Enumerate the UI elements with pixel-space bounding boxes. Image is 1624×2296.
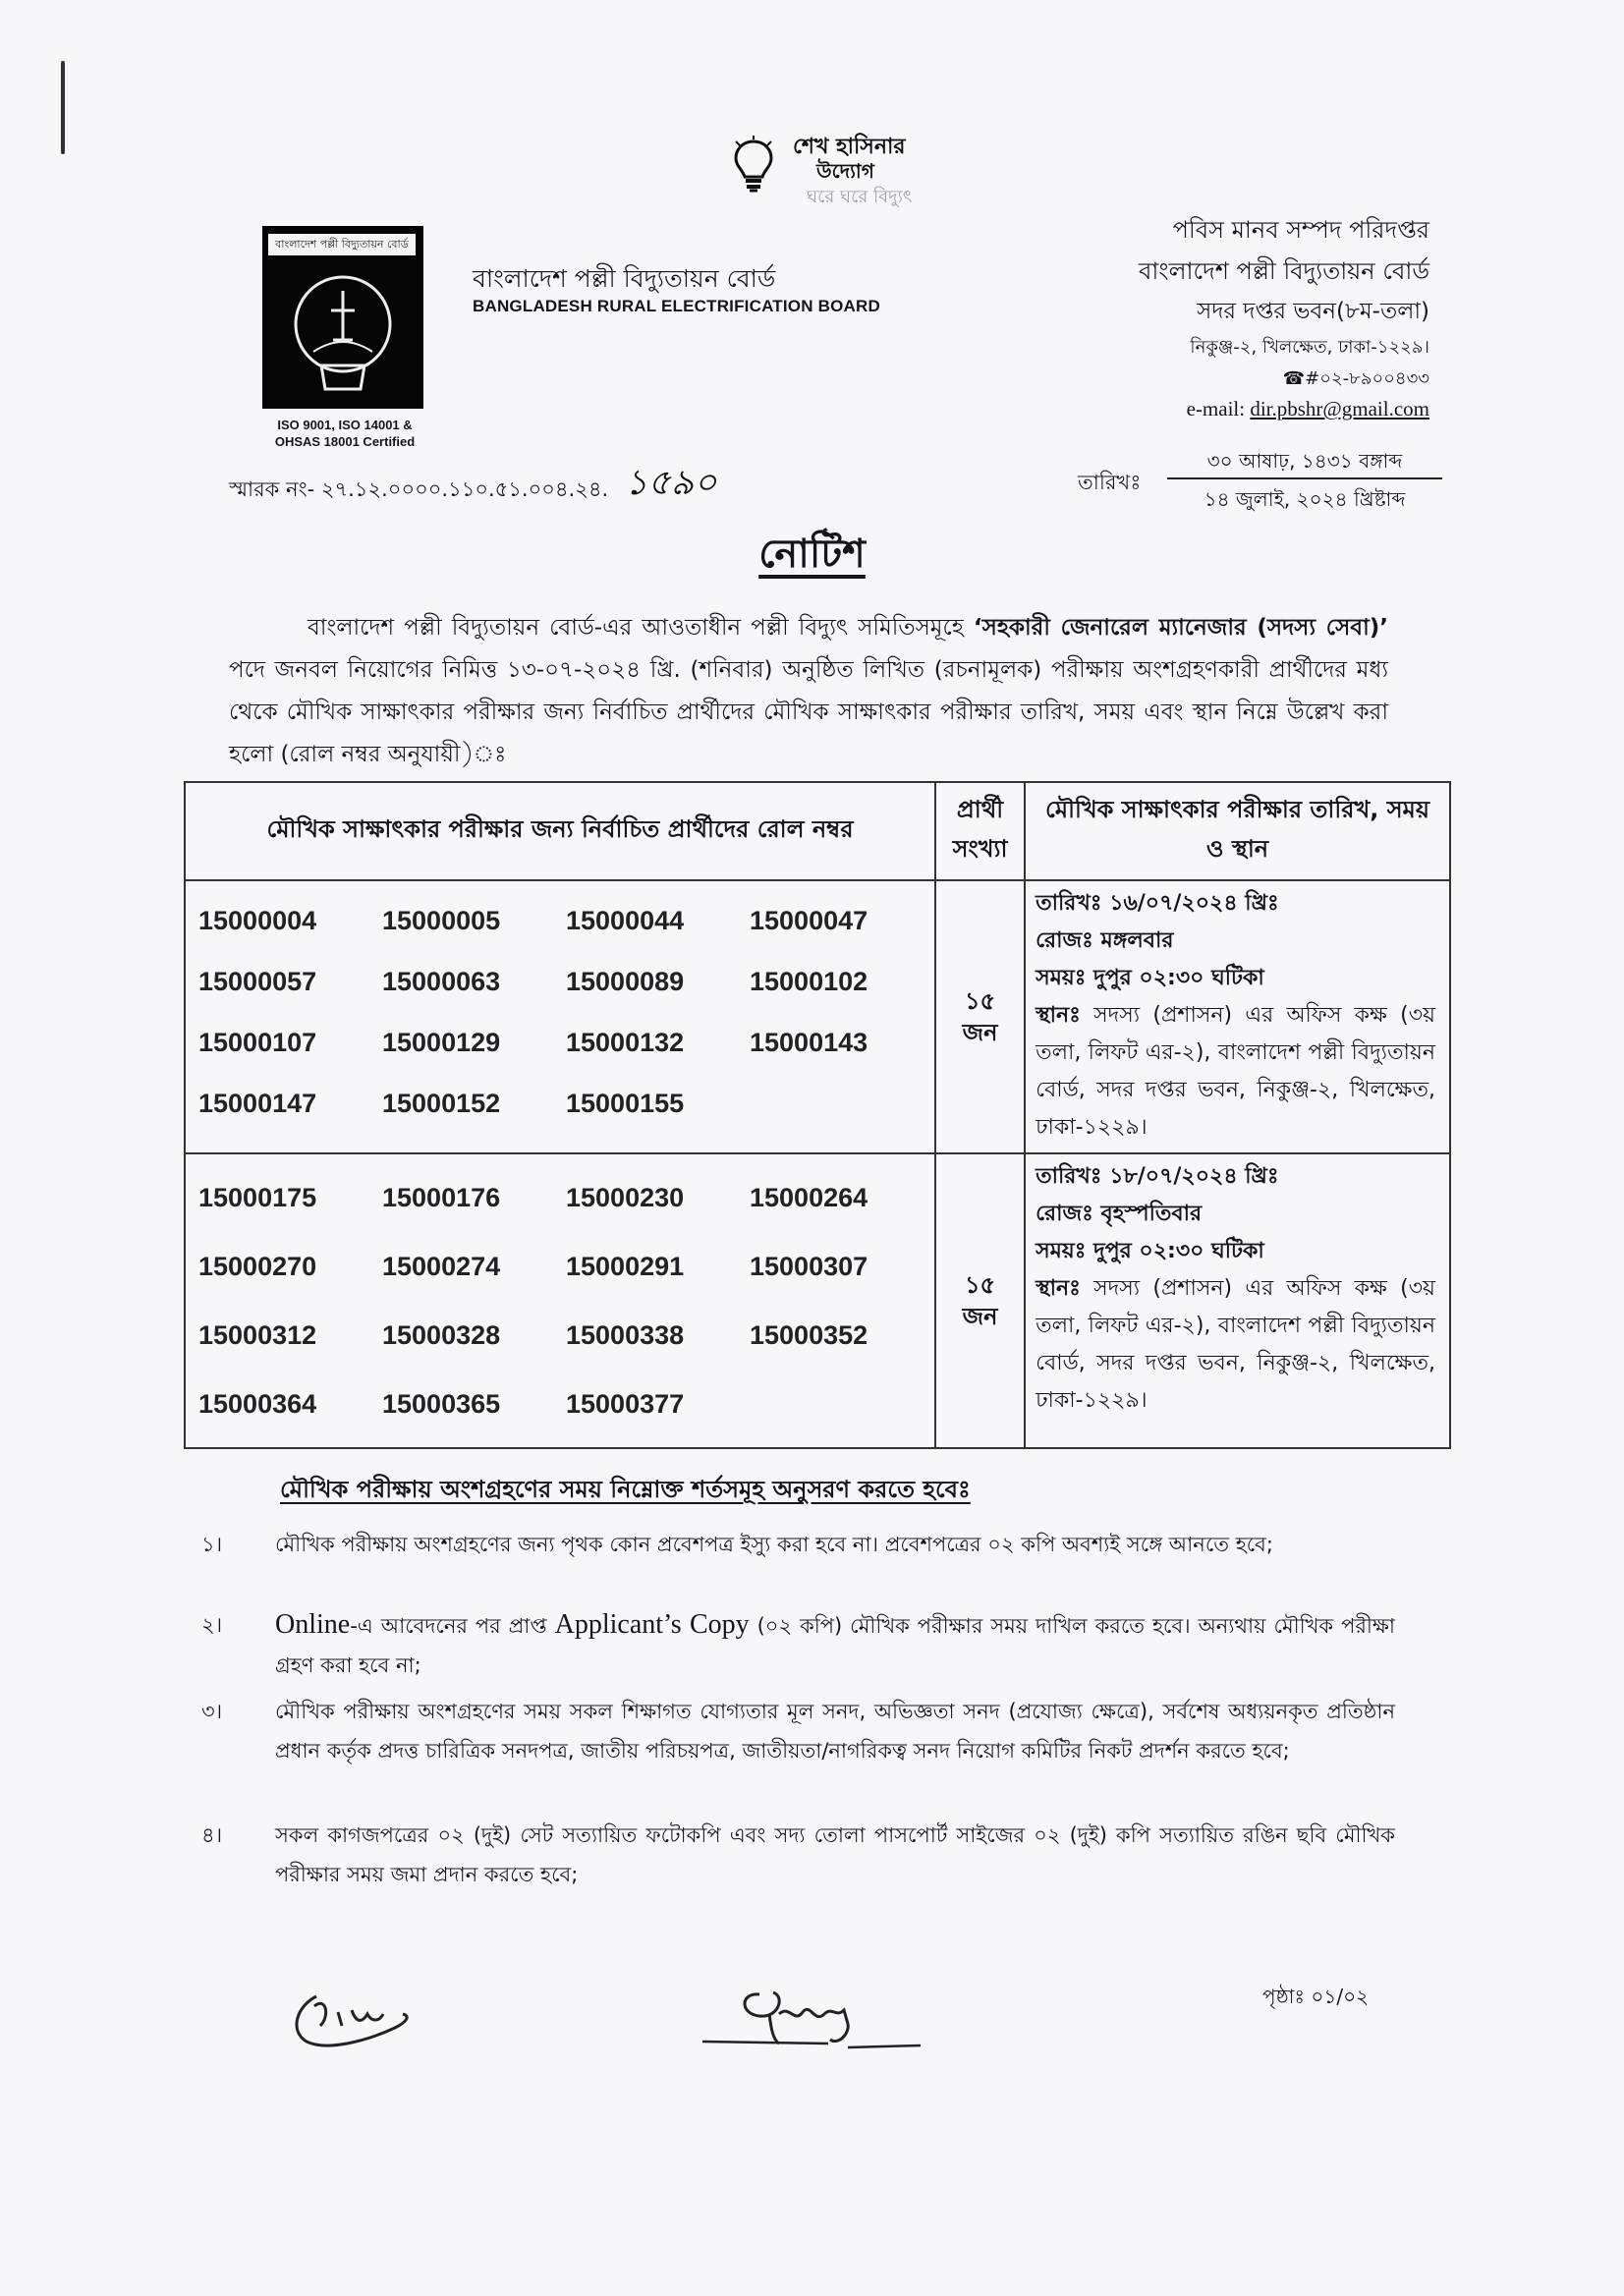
condition-text-b: (০২ কপি) মৌখিক পরীক্ষার সময় দাখিল করতে হবে। অন্যথায় মৌখিক পরীক্ষা গ্রহণ করা হবে না; xyxy=(275,1614,1395,1677)
address-line-3: সদর দপ্তর ভবন(৮ম-তলা) xyxy=(1197,299,1429,324)
roll-number: 15000274 xyxy=(382,1252,501,1281)
date-label: তারিখঃ xyxy=(1078,471,1142,494)
address-line-2: বাংলাদেশ পল্লী বিদ্যুতায়ন বোর্ড xyxy=(1138,257,1429,285)
page-number: পৃষ্ঠাঃ ০১/০২ xyxy=(1262,1985,1370,2008)
address-line-1: পবিস মানব সম্পদ পরিদপ্তর xyxy=(1172,216,1429,244)
roll-number: 15000312 xyxy=(198,1320,317,1350)
memo-label: স্মারক নং- ২৭.১২.০০০০.১১০.৫১.০০৪.২৪. xyxy=(229,477,609,501)
roll-number: 15000063 xyxy=(382,967,501,996)
condition-text: মৌখিক পরীক্ষায় অংশগ্রহণের জন্য পৃথক কোন প্রবেশপত্র ইস্যু করা হবে না। প্রবেশপত্রের ০২ কপি অবশ্যই সঙ্গে আনতে হবে; xyxy=(275,1533,1273,1556)
email-label: e-mail: xyxy=(1186,397,1251,420)
count-unit: জন xyxy=(962,1303,998,1330)
condition-item-4 xyxy=(201,1816,1395,1894)
org-name-english: BANGLADESH RURAL ELECTRIFICATION BOARD xyxy=(473,297,880,315)
roll-number: 15000102 xyxy=(750,967,868,996)
condition-number: ২। xyxy=(201,1613,223,1637)
light-bulb-icon xyxy=(732,136,775,195)
memo-number-handwritten: ১৫৯০ xyxy=(625,463,717,503)
time-value-b2: দুপুর ০২:৩০ ঘটিকা xyxy=(1086,1239,1264,1263)
place-label-b2: স্থানঃ xyxy=(1036,1276,1081,1301)
schedule-batch-2 xyxy=(1025,1153,1450,1448)
date-value-b1: ১৬/০৭/২০২৪ খ্রিঃ xyxy=(1101,891,1279,916)
roll-number: 15000143 xyxy=(750,1028,868,1057)
condition-item-1 xyxy=(201,1525,1395,1564)
roll-number: 15000291 xyxy=(566,1252,685,1281)
header-roll-numbers: মৌখিক সাক্ষাৎকার পরীক্ষার জন্য নির্বাচিত প্রার্থীদের রোল নম্বর xyxy=(185,782,935,880)
intro-post-name: ‘সহকারী জেনারেল ম্যানেজার (সদস্য সেবা)’ xyxy=(973,615,1389,641)
signature-1 xyxy=(287,1977,415,2055)
day-label-b2: রোজঃ xyxy=(1036,1202,1093,1226)
roll-number: 15000155 xyxy=(566,1089,685,1118)
condition-text-a: -এ আবেদনের পর প্রাপ্ত xyxy=(350,1614,555,1638)
applicant-copy-word: Applicant’s Copy xyxy=(554,1609,750,1640)
table-row-batch-2 xyxy=(185,1153,1450,1448)
count-batch-2 xyxy=(935,1153,1025,1448)
place-value-b2: সদস্য (প্রশাসন) এর অফিস কক্ষ (৩য় তলা, লিফট এর-২), বাংলাদেশ পল্লী বিদ্যুতায়ন বোর্ড, সদর দপ্তর ভবন, নিকুঞ্জ-২, খিলক্ষেত, ঢাকা-১২২৯। xyxy=(1036,1276,1435,1413)
condition-text xyxy=(275,1605,1395,1685)
date-value-b2: ১৮/০৭/২০২৪ খ্রিঃ xyxy=(1101,1164,1279,1189)
campaign-line-3: ঘরে ঘরে বিদ্যুৎ xyxy=(807,187,913,207)
date-label-b1: তারিখঃ xyxy=(1036,891,1102,916)
header-schedule: মৌখিক সাক্ষাৎকার পরীক্ষার তারিখ, সময় ও স্থান xyxy=(1025,782,1450,880)
condition-item-2 xyxy=(201,1605,1395,1685)
table-header-row xyxy=(185,782,1450,880)
intro-paragraph xyxy=(229,607,1388,776)
condition-number: ৩। xyxy=(201,1700,223,1723)
roll-number: 15000129 xyxy=(382,1028,501,1057)
email-line xyxy=(1187,397,1429,421)
schedule-batch-1 xyxy=(1025,880,1450,1153)
iso-certification xyxy=(252,417,438,450)
roll-number: 15000264 xyxy=(750,1183,868,1212)
roll-number: 15000047 xyxy=(750,906,868,935)
conditions-title: মৌখিক পরীক্ষায় অংশগ্রহণের সময় নিম্নোক্ত শর্তসমূহ অনুসরণ করতে হবেঃ xyxy=(280,1476,971,1503)
roll-number: 15000004 xyxy=(198,906,317,935)
condition-number: ৪। xyxy=(201,1823,223,1847)
roll-number: 15000352 xyxy=(750,1320,868,1350)
condition-item-3 xyxy=(201,1692,1395,1770)
roll-number: 15000230 xyxy=(566,1183,685,1212)
count-batch-1 xyxy=(935,880,1025,1153)
roll-number: 15000107 xyxy=(198,1028,317,1057)
signature-2 xyxy=(700,1975,936,2063)
address-line-4: নিকুঞ্জ-২, খিলক্ষেত, ঢাকা-১২২৯। xyxy=(1190,337,1429,358)
scan-mark xyxy=(61,61,65,154)
date-divider xyxy=(1167,477,1442,479)
roll-number: 15000057 xyxy=(198,967,317,996)
roll-grid-batch-2 xyxy=(187,1155,933,1446)
time-label-b1: সময়ঃ xyxy=(1036,966,1087,990)
condition-text: মৌখিক পরীক্ষায় অংশগ্রহণের সময় সকল শিক্ষাগত যোগ্যতার মূল সনদ, অভিজ্ঞতা সনদ (প্রযোজ্য ক্ষেত্রে), সর্বশেষ অধ্যয়নকৃত প্রতিষ্ঠান প্রধান কর্তৃক প্রদত্ত চারিত্রিক সনদপত্র, জাতীয় পরিচয়পত্র, জাতীয়তা/নাগরিকত্ব সনদ নিয়োগ কমিটির নিকট প্রদর্শন করতে হবে; xyxy=(275,1700,1395,1763)
day-label-b1: রোজঃ xyxy=(1036,928,1093,953)
intro-part-2: পদে জনবল নিয়োগের নিমিত্ত ১৩-০৭-২০২৪ খ্রি. (শনিবার) অনুষ্ঠিত লিখিত (রচনামূলক) পরীক্ষায় অংশগ্রহণকারী প্রার্থীদের মধ্য থেকে মৌখিক সাক্ষাৎকার পরীক্ষার জন্য নির্বাচিত প্রার্থীদের মৌখিক সাক্ষাৎকার পরীক্ষার তারিখ, সময় এবং স্থান নিম্নে উল্লেখ করা হলো (রোল নম্বর অনুযায়ী)ঃ xyxy=(229,657,1388,767)
count-number: ১৫ xyxy=(964,1271,996,1299)
org-name-bangla: বাংলাদেশ পল্লী বিদ্যুতায়ন বোর্ড xyxy=(473,264,776,293)
place-label-b1: স্থানঃ xyxy=(1036,1003,1081,1028)
time-value-b1: দুপুর ০২:৩০ ঘটিকা xyxy=(1086,966,1264,990)
condition-number: ১। xyxy=(201,1533,223,1556)
day-value-b2: বৃহস্পতিবার xyxy=(1092,1202,1203,1226)
roll-number: 15000005 xyxy=(382,906,501,935)
roll-number: 15000147 xyxy=(198,1089,317,1118)
count-number: ১৫ xyxy=(964,987,996,1015)
time-label-b2: সময়ঃ xyxy=(1036,1239,1087,1263)
roll-number: 15000176 xyxy=(382,1183,501,1212)
logo-top-text: বাংলাদেশ পল্লী বিদ্যুতায়ন বোর্ড xyxy=(268,234,416,255)
roll-grid-batch-1 xyxy=(187,882,933,1142)
bulb-emblem-icon xyxy=(274,263,412,401)
date-bangla: ৩০ আষাঢ়, ১৪৩১ বঙ্গাব্দ xyxy=(1206,449,1403,473)
table-row-batch-1 xyxy=(185,880,1450,1153)
notice-title-text: নোটিশ xyxy=(758,532,866,577)
roll-number: 15000044 xyxy=(566,906,685,935)
day-value-b1: মঙ্গলবার xyxy=(1092,928,1174,953)
intro-part-1: বাংলাদেশ পল্লী বিদ্যুতায়ন বোর্ড-এর আওতাধীন পল্লী বিদ্যুৎ সমিতিসমূহে xyxy=(308,615,974,641)
email-link[interactable]: dir.pbshr@gmail.com xyxy=(1250,397,1429,420)
campaign-line-1: শেখ হাসিনার xyxy=(793,135,906,159)
phone-number: ☎#০২-৮৯০০৪৩৩ xyxy=(1282,368,1429,389)
roll-number: 15000364 xyxy=(198,1389,317,1419)
roll-number: 15000132 xyxy=(566,1028,685,1057)
place-value-b1: সদস্য (প্রশাসন) এর অফিস কক্ষ (৩য় তলা, লিফট এর-২), বাংলাদেশ পল্লী বিদ্যুতায়ন বোর্ড, সদর দপ্তর ভবন, নিকুঞ্জ-২, খিলক্ষেত, ঢাকা-১২২৯। xyxy=(1036,1003,1435,1140)
count-unit: জন xyxy=(962,1019,998,1046)
online-word: Online xyxy=(275,1609,351,1640)
board-logo xyxy=(262,226,423,409)
notice-title xyxy=(0,523,1624,588)
interview-schedule-table xyxy=(184,781,1451,1449)
roll-number: 15000152 xyxy=(382,1089,501,1118)
roll-number: 15000377 xyxy=(566,1389,685,1419)
date-english: ১৪ জুলাই, ২০২৪ খ্রিষ্টাব্দ xyxy=(1204,487,1406,511)
campaign-logo xyxy=(722,126,958,207)
iso-line-1: ISO 9001, ISO 14001 & xyxy=(277,418,413,432)
roll-number: 15000338 xyxy=(566,1320,685,1350)
campaign-line-2: উদ্যোগ xyxy=(816,159,874,183)
roll-number: 15000270 xyxy=(198,1252,317,1281)
condition-text: সকল কাগজপত্রের ০২ (দুই) সেট সত্যায়িত ফটোকপি এবং সদ্য তোলা পাসপোর্ট সাইজের ০২ (দুই) কপি সত্যায়িত রঙিন ছবি মৌখিক পরীক্ষার সময় জমা প্রদান করতে হবে; xyxy=(275,1823,1395,1886)
roll-number: 15000328 xyxy=(382,1320,501,1350)
date-label-b2: তারিখঃ xyxy=(1036,1164,1102,1189)
roll-number: 15000089 xyxy=(566,967,685,996)
roll-number: 15000365 xyxy=(382,1389,501,1419)
header-candidate-count: প্রার্থী সংখ্যা xyxy=(935,782,1025,880)
roll-number: 15000307 xyxy=(750,1252,868,1281)
iso-line-2: OHSAS 18001 Certified xyxy=(274,434,416,449)
roll-number: 15000175 xyxy=(198,1183,317,1212)
